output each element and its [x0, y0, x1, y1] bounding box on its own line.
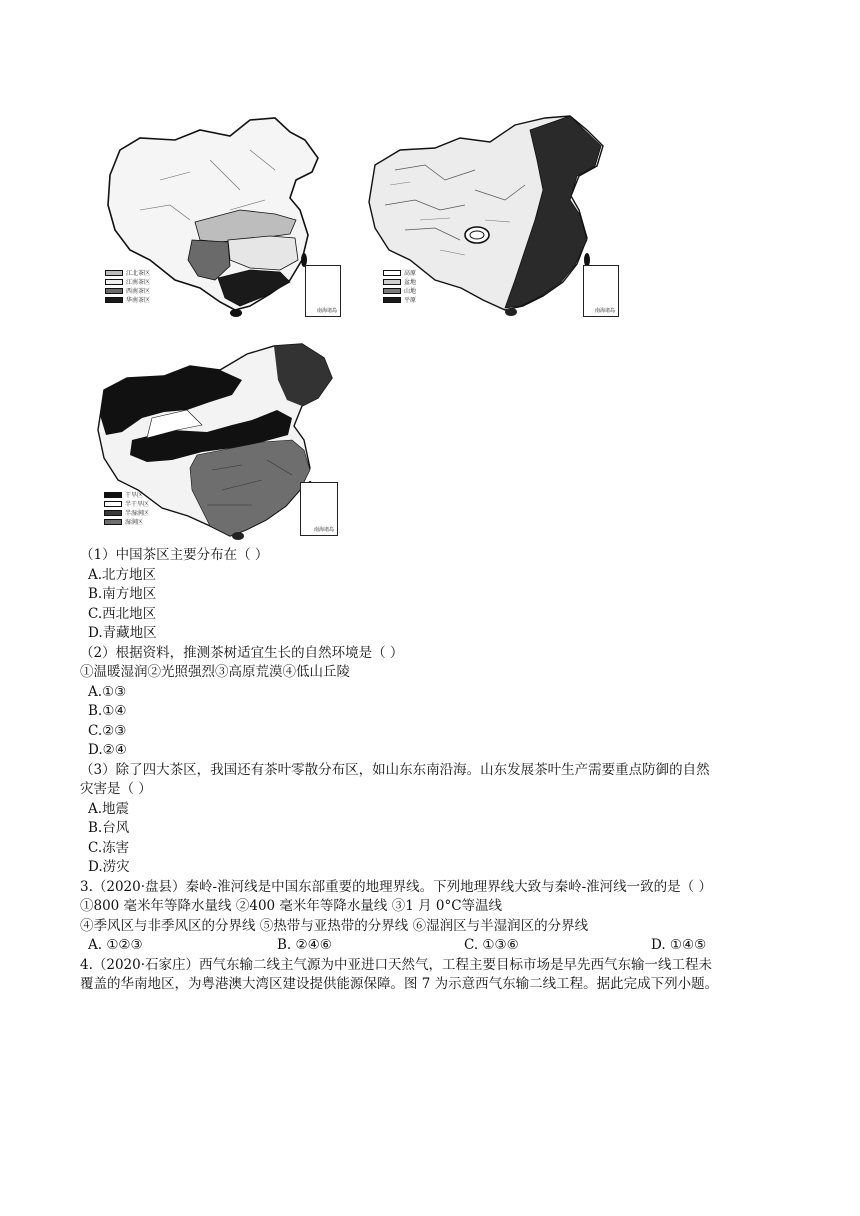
q1-option-b: B.南方地区 — [88, 586, 157, 602]
q2-option-b: B.①④ — [88, 703, 127, 719]
legend-swatch — [383, 270, 401, 276]
q2-option-d: D.②④ — [88, 742, 127, 758]
inset-label: 南海诸岛 — [594, 308, 615, 314]
tea-region-map — [100, 110, 345, 322]
legend-label: 半干旱区 — [125, 501, 150, 508]
dry-wet-legend — [104, 490, 149, 526]
legend-label: 江南茶区 — [126, 279, 151, 286]
terrain-legend — [383, 268, 416, 304]
south-china-sea-inset — [583, 265, 619, 317]
q4-option-a: A. ①②③ — [88, 937, 143, 953]
q3-option-c: C.冻害 — [88, 840, 130, 856]
q4-stem: 3.（2020·盘县）秦岭-淮河线是中国东部重要的地理界线。下列地理界线大致与秦岭-淮河线一致的是（ ） — [80, 879, 712, 895]
inset-label: 南海诸岛 — [316, 308, 337, 314]
q3-option-d: D.涝灾 — [88, 859, 130, 875]
legend-swatch — [104, 492, 122, 498]
legend-label: 西南茶区 — [126, 288, 151, 295]
south-china-sea-inset — [305, 265, 341, 317]
legend-swatch — [105, 279, 123, 285]
south-china-sea-inset — [300, 482, 338, 536]
q4-option-c: C. ①③⑥ — [464, 937, 519, 953]
legend-label: 华南茶区 — [126, 297, 151, 304]
q3-stem-line1: （3）除了四大茶区，我国还有茶叶零散分布区，如山东东南沿海。山东发展茶叶生产需要重点防御的自然 — [80, 762, 710, 778]
legend-label: 湿润区 — [125, 519, 144, 526]
q2-option-c: C.②③ — [88, 723, 127, 739]
legend-swatch — [383, 288, 401, 294]
q3-stem-line2: 灾害是（ ） — [80, 781, 152, 797]
legend-swatch — [105, 297, 123, 303]
q1-option-a: A.北方地区 — [88, 567, 157, 583]
q5-line1: 4.（2020·石家庄）西气东输二线主气源为中亚进口天然气，工程主要目标市场是早先西气东输一线工程未 — [80, 957, 713, 973]
legend-label: 干旱区 — [125, 492, 144, 499]
legend-label: 盆地 — [404, 279, 417, 286]
tea-region-legend — [105, 268, 150, 304]
q3-option-b: B.台风 — [88, 820, 130, 836]
legend-swatch — [104, 519, 122, 525]
legend-swatch — [383, 279, 401, 285]
q3-option-a: A.地震 — [88, 801, 130, 817]
q1-stem: （1）中国茶区主要分布在（ ） — [80, 547, 269, 563]
q1-option-c: C.西北地区 — [88, 606, 157, 622]
q2-option-a: A.①③ — [88, 684, 127, 700]
q2-items: ①温暖湿润②光照强烈③高原荒漠④低山丘陵 — [80, 664, 350, 680]
legend-label: 江北茶区 — [126, 270, 151, 277]
legend-label: 平原 — [404, 297, 417, 304]
legend-label: 半湿润区 — [125, 510, 150, 517]
legend-swatch — [104, 510, 122, 516]
legend-swatch — [105, 288, 123, 294]
q2-stem: （2）根据资料，推测茶树适宜生长的自然环境是（ ） — [80, 645, 404, 661]
legend-label: 高原 — [404, 270, 417, 277]
q4-option-d: D. ①④⑤ — [651, 937, 707, 953]
q4-items-line2: ④季风区与非季风区的分界线 ⑤热带与亚热带的分界线 ⑥湿润区与半湿润区的分界线 — [80, 918, 589, 934]
q4-items-line1: ①800 毫米年等降水量线 ②400 毫米年等降水量线 ③1 月 0°C等温线 — [80, 898, 503, 914]
inset-label: 南海诸岛 — [313, 527, 334, 533]
dry-wet-region-map — [92, 340, 342, 540]
terrain-map — [365, 110, 625, 322]
legend-label: 山地 — [404, 288, 417, 295]
q1-option-d: D.青藏地区 — [88, 625, 157, 641]
q5-line2: 覆盖的华南地区，为粤港澳大湾区建设提供能源保障。图 7 为示意西气东输二线工程。据此完成下列小题。 — [80, 976, 719, 992]
legend-swatch — [104, 501, 122, 507]
legend-swatch — [383, 297, 401, 303]
legend-swatch — [105, 270, 123, 276]
q4-option-b: B. ②④⑥ — [277, 937, 332, 953]
